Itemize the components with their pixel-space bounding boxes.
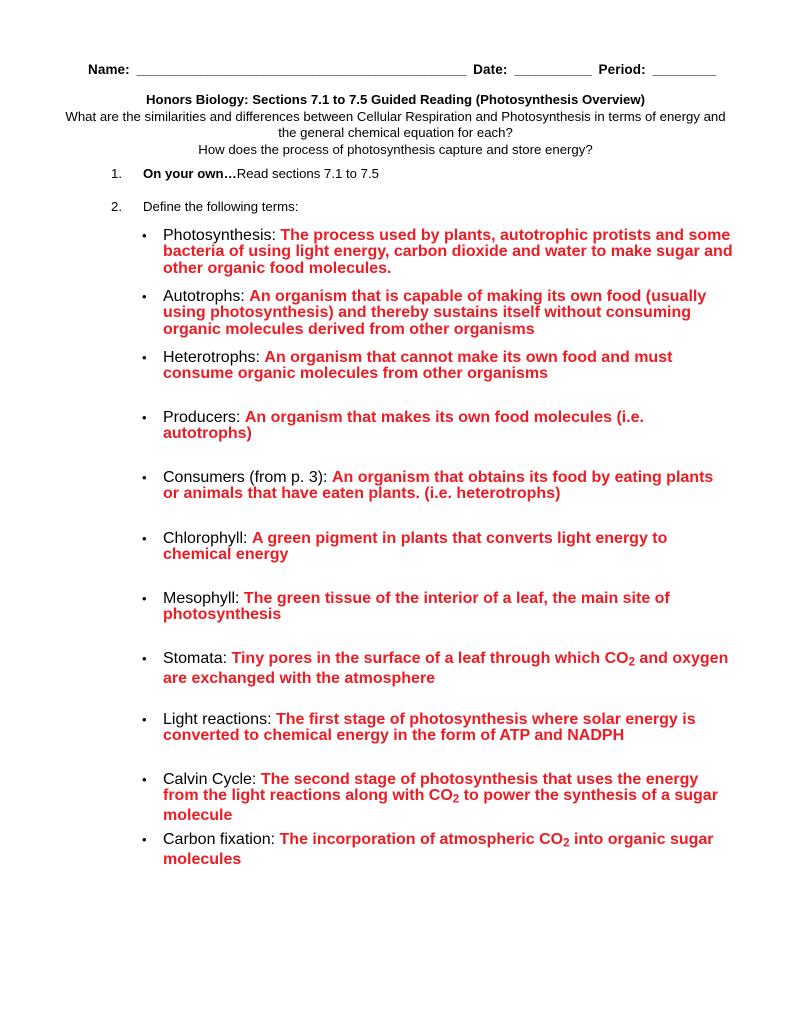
bullet-icon: • [142,650,147,666]
bullet-icon: • [142,469,147,485]
numbered-item-2 [105,199,725,215]
definition-answer: The second stage of photosynthesis that uses the energy from the light reactions along with $CO_2$ to power the synthesis of a sugar molecule [163,771,718,825]
name-blank[interactable]: _______________________________________________ [136,62,467,77]
definition-term: Chlorophyll: [163,530,252,547]
definition-term: Calvin Cycle: [163,771,261,788]
bullet-icon: • [142,288,147,304]
subtitle-question-2: How does the process of photosynthesis capture and store energy? [198,141,593,157]
definition-term: Heterotrophs: [163,349,265,366]
document-title: Honors Biology: Sections 7.1 to 7.5 Guided Reading (Photosynthesis Overview) [145,92,646,107]
definition-answer: An organism that cannot make its own food and must consume organic molecules from other organisms [163,349,673,383]
bullet-icon: • [142,227,147,243]
definition-term: Producers: [163,409,245,426]
definition-term: Mesophyll: [163,590,244,607]
definition-bullet [140,531,733,564]
period-label: Period: [598,62,646,77]
definition-answer: Tiny pores in the surface of a leaf through which $CO_2$ and oxygen are exchanged with the atmosphere [163,650,729,687]
bullet-icon: • [142,530,147,546]
definition-bullet [140,289,733,338]
definition-bullet [140,832,733,868]
numbered-item-1 [105,166,725,182]
bullet-icon: • [142,771,147,787]
definition-answer: The green tissue of the interior of a leaf, the main site of photosynthesis [163,590,670,624]
definition-bullet [140,651,733,687]
bullet-icon: • [142,711,147,727]
definition-bullet [140,712,733,745]
definition-bullet [140,470,733,503]
bullet-icon: • [142,349,147,365]
bullet-icon: • [142,831,147,847]
definition-answer: A green pigment in plants that converts light energy to chemical energy [163,530,668,564]
definition-term: Carbon fixation: [163,831,280,848]
definition-term: Consumers (from p. 3): [163,469,332,486]
definition-term: Stomata: [163,650,232,667]
date-label: Date: [473,62,508,77]
definition-answer: An organism that obtains its food by eating plants or animals that have eaten plants. (i.e. heterotrophs) [163,469,714,503]
definition-answer: An organism that makes its own food molecules (i.e. autotrophs) [163,409,644,443]
instruction-1-text: Read sections 7.1 to 7.5 [236,166,380,181]
bullet-icon: • [142,590,147,606]
instruction-2-text: Define the following terms: [143,199,299,214]
definition-bullet [140,228,733,277]
subtitle-question-1: What are the similarities and differences between Cellular Respiration and Photosynthesis in terms of energy and the general chemical equation for each? [65,108,726,141]
definition-bullet [140,410,733,443]
date-blank[interactable]: ___________ [514,62,592,77]
student-info-line [88,62,716,77]
definition-bullet [140,772,733,825]
list-number-1: 1. [111,166,122,181]
instruction-1-bold-lead: On your own… [143,166,237,181]
definition-answer: The incorporation of atmospheric $CO_2$ into organic sugar molecules [163,831,714,868]
list-number-2: 2. [111,199,122,214]
bullet-icon: • [142,409,147,425]
definition-bullet [140,350,733,383]
definition-answer: The process used by plants, autotrophic protists and some bacteria of using light energy, carbon dioxide and water to make sugar and other organic food molecules. [163,227,733,277]
definition-bullet [140,591,733,624]
name-label: Name: [88,62,130,77]
period-blank[interactable]: _________ [652,62,716,77]
definition-answer: The first stage of photosynthesis where solar energy is converted to chemical energy in the form of ATP and NADPH [163,711,696,745]
title-block [55,92,736,158]
definition-answer: An organism that is capable of making its own food (usually using photosynthesis) and thereby sustains itself without consuming organic molecules derived from other organisms [163,288,707,338]
numbered-instruction-list [105,166,725,232]
definition-term: Autotrophs: [163,288,250,305]
definition-term: Light reactions: [163,711,276,728]
definition-term: Photosynthesis: [163,227,281,244]
